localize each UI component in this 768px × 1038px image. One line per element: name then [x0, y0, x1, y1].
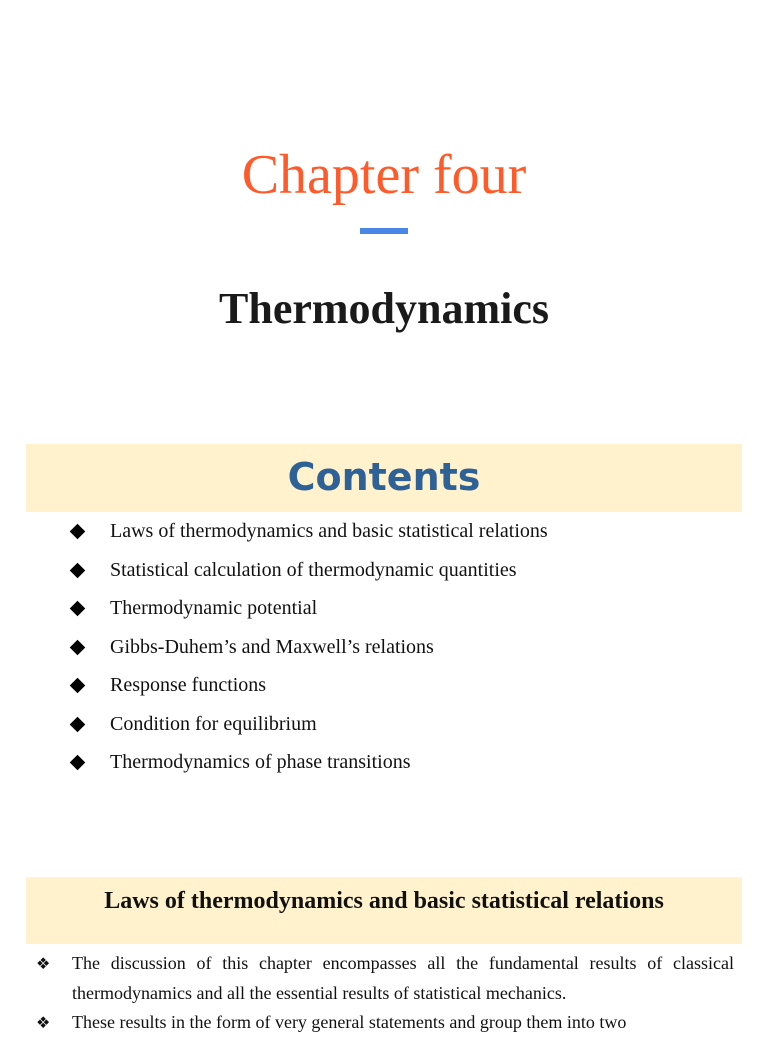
diamond-bullet-icon	[70, 716, 86, 732]
list-item-label: Response functions	[110, 674, 267, 696]
list-item	[0, 512, 768, 551]
contents-band	[26, 444, 742, 512]
four-diamond-bullet-icon: ❖	[36, 1013, 51, 1032]
contents-list	[0, 512, 768, 782]
contents-heading: Contents	[287, 455, 481, 499]
diamond-bullet-icon	[70, 678, 86, 694]
list-item-label: Thermodynamic potential	[110, 597, 318, 619]
diamond-bullet-icon	[70, 524, 86, 540]
list-item-label: Gibbs-Duhem’s and Maxwell’s relations	[110, 635, 434, 658]
list-item	[0, 628, 768, 667]
diamond-bullet-icon	[70, 601, 86, 617]
paragraph: These results in the form of very general statements and group them into two	[72, 1012, 627, 1032]
list-item	[0, 743, 768, 782]
list-item-label: Laws of thermodynamics and basic statistical relations	[110, 520, 548, 542]
list-item	[0, 551, 768, 590]
list-item-label: Condition for equilibrium	[110, 712, 317, 735]
accent-rule	[360, 228, 408, 234]
diamond-bullet-icon	[70, 562, 86, 578]
paragraph: The discussion of this chapter encompasses all the fundamental results of classical thermodynamics and all the essential results of statistical mechanics.	[72, 953, 734, 1003]
section-band	[26, 877, 742, 944]
diamond-bullet-icon	[70, 639, 86, 655]
diamond-bullet-icon	[70, 755, 86, 771]
section-heading: Laws of thermodynamics and basic statistical relations	[104, 888, 664, 914]
subject-title: Thermodynamics	[219, 284, 549, 333]
chapter-title: Chapter four	[241, 144, 527, 206]
list-item	[0, 666, 768, 705]
list-item-label: Thermodynamics of phase transitions	[110, 751, 411, 773]
four-diamond-bullet-icon: ❖	[36, 954, 51, 973]
list-item-label: Statistical calculation of thermodynamic quantities	[110, 558, 517, 581]
list-item	[0, 589, 768, 628]
list-item	[0, 705, 768, 744]
